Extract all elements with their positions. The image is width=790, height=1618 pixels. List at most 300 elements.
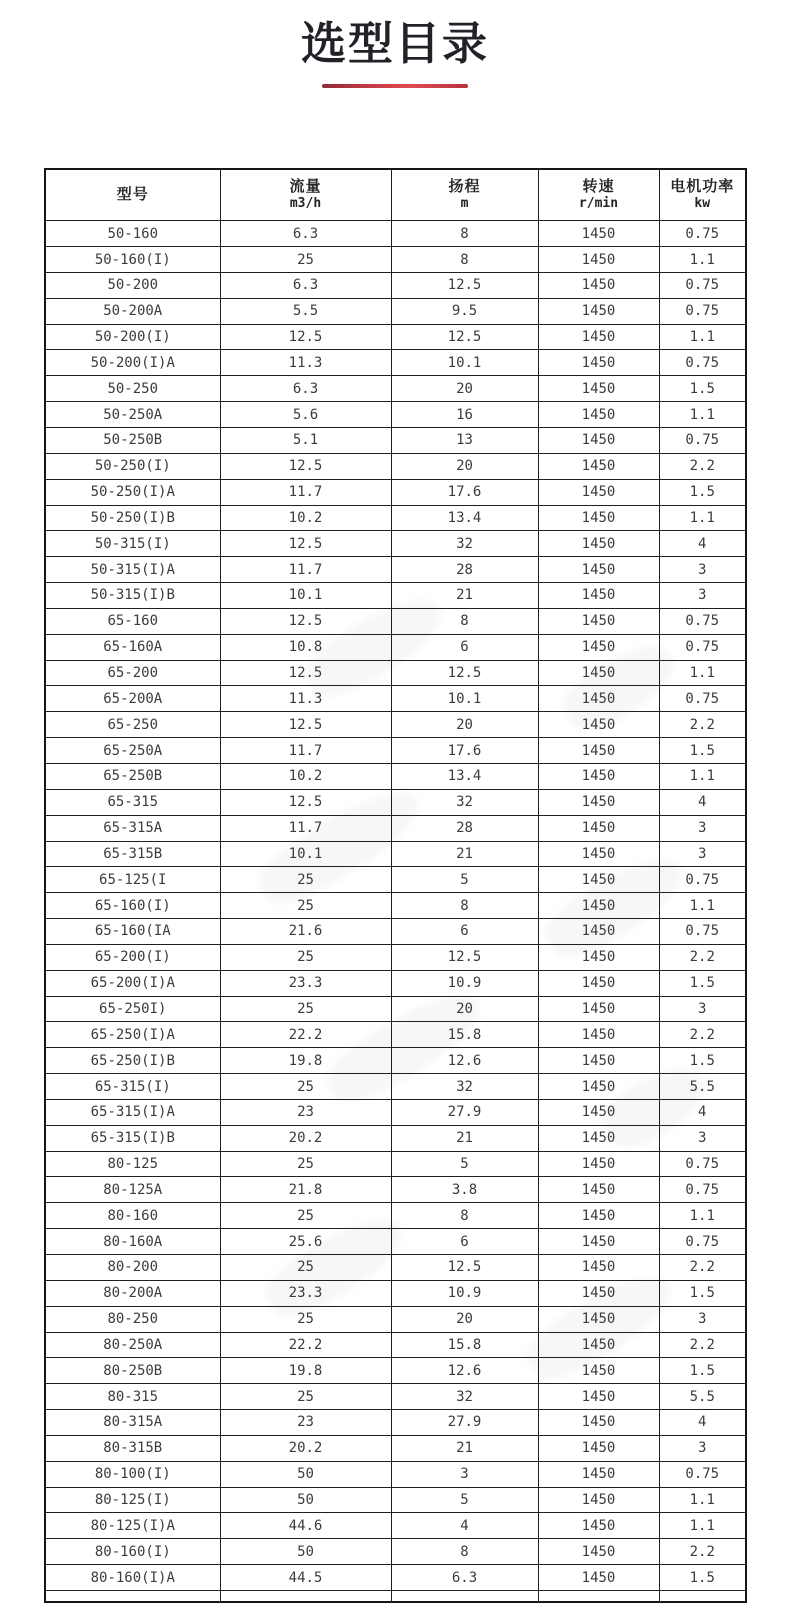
table-cell: 3 (659, 1435, 746, 1461)
table-cell: 28 (391, 557, 538, 583)
table-cell: 1450 (538, 1565, 659, 1591)
table-cell: 44.5 (220, 1565, 391, 1591)
table-cell: 50 (220, 1487, 391, 1513)
table-cell: 1450 (538, 1022, 659, 1048)
table-cell: 20 (391, 376, 538, 402)
table-cell: 23.3 (220, 1280, 391, 1306)
table-cell: 1450 (538, 1435, 659, 1461)
table-cell: 13 (391, 428, 538, 454)
col-header-label: 转速 (582, 178, 615, 195)
table-cell: 27.9 (391, 1410, 538, 1436)
table-cell: 1450 (538, 1099, 659, 1125)
table-cell: 1450 (538, 970, 659, 996)
table-cell: 1450 (538, 789, 659, 815)
table-cell: 5 (391, 1487, 538, 1513)
col-header-unit: r/min (578, 196, 619, 211)
table-row (45, 402, 746, 428)
table-cell: 0.75 (659, 298, 746, 324)
table-cell: 21.6 (220, 919, 391, 945)
table-cell: 80-100(I) (45, 1461, 220, 1487)
table-cell: 8 (391, 1539, 538, 1565)
table-cell: 1450 (538, 1048, 659, 1074)
table-cell: 50-250(I)A (45, 479, 220, 505)
table-cell: 0.75 (659, 1229, 746, 1255)
table-cell: 0.75 (659, 686, 746, 712)
table-cell: 1.1 (659, 1203, 746, 1229)
table-cell: 20 (391, 453, 538, 479)
table-cell: 6.3 (391, 1565, 538, 1591)
table-cell: 1450 (538, 1513, 659, 1539)
table-row (45, 1410, 746, 1436)
table-row (45, 1435, 746, 1461)
table-cell: 3 (659, 583, 746, 609)
table-cell: 1450 (538, 1177, 659, 1203)
table-cell: 1.5 (659, 970, 746, 996)
table-cell: 1450 (538, 247, 659, 273)
table-cell: 1450 (538, 298, 659, 324)
table-row (45, 738, 746, 764)
table-cell: 0.75 (659, 1151, 746, 1177)
table-cell: 20 (391, 996, 538, 1022)
table-cell: 21 (391, 583, 538, 609)
table-cell: 3 (659, 996, 746, 1022)
selection-table (44, 168, 747, 1604)
table-row (45, 1048, 746, 1074)
table-cell: 80-200A (45, 1280, 220, 1306)
table-cell: 50-250A (45, 402, 220, 428)
table-cell: 8 (391, 221, 538, 247)
table-cell: 1450 (538, 608, 659, 634)
table-cell: 3 (659, 1125, 746, 1151)
table-cell: 10.8 (220, 634, 391, 660)
table-cell: 21 (391, 1435, 538, 1461)
table-cell: 65-315(I) (45, 1074, 220, 1100)
table-cell: 1450 (538, 1332, 659, 1358)
table-row (45, 1539, 746, 1565)
table-cell: 1450 (538, 1410, 659, 1436)
table-row (45, 1565, 746, 1591)
table-cell: 80-160(I)A (45, 1565, 220, 1591)
table-cell: 80-315 (45, 1384, 220, 1410)
col-header-label: 扬程 (448, 178, 481, 195)
table-cell: 50-200(I)A (45, 350, 220, 376)
table-cell: 50-250(I) (45, 453, 220, 479)
table-cell: 4 (659, 789, 746, 815)
table-cell: 11.7 (220, 557, 391, 583)
table-cell: 10.9 (391, 1280, 538, 1306)
table-cell (538, 1590, 659, 1602)
table-row (45, 583, 746, 609)
table-cell: 20 (391, 712, 538, 738)
table-cell: 50-160(I) (45, 247, 220, 273)
table-cell: 65-160(IA (45, 919, 220, 945)
table-row (45, 660, 746, 686)
table-cell: 65-160(I) (45, 893, 220, 919)
table-cell: 1.5 (659, 738, 746, 764)
table-cell: 6 (391, 919, 538, 945)
table-cell: 1.1 (659, 893, 746, 919)
table-cell: 50-250B (45, 428, 220, 454)
page (0, 18, 790, 1618)
table-cell: 50-160 (45, 221, 220, 247)
table-cell: 50-200A (45, 298, 220, 324)
table-cell: 19.8 (220, 1048, 391, 1074)
table-cell: 1450 (538, 712, 659, 738)
table-row (45, 944, 746, 970)
table-cell: 28 (391, 815, 538, 841)
table-cell: 19.8 (220, 1358, 391, 1384)
table-row (45, 505, 746, 531)
table-cell: 50-200(I) (45, 324, 220, 350)
table-cell: 12.5 (220, 531, 391, 557)
col-header-label: 型号 (116, 186, 149, 203)
table-cell: 9.5 (391, 298, 538, 324)
table-cell: 25 (220, 893, 391, 919)
table-cell: 0.75 (659, 919, 746, 945)
table-cell: 1450 (538, 1306, 659, 1332)
table-cell: 80-125 (45, 1151, 220, 1177)
table-cell: 1450 (538, 919, 659, 945)
table-cell: 25 (220, 1255, 391, 1281)
table-cell: 1.1 (659, 1513, 746, 1539)
table-row (45, 1332, 746, 1358)
table-cell: 25.6 (220, 1229, 391, 1255)
table-cell: 50-200 (45, 272, 220, 298)
table-cell: 4 (659, 1410, 746, 1436)
table-row (45, 1229, 746, 1255)
table-cell: 50-315(I) (45, 531, 220, 557)
col-header-label: 电机功率 (670, 178, 735, 195)
table-cell: 6.3 (220, 376, 391, 402)
table-cell: 1450 (538, 1384, 659, 1410)
table-cell: 1450 (538, 324, 659, 350)
table-cell: 10.1 (220, 841, 391, 867)
table-cell: 0.75 (659, 867, 746, 893)
table-cell: 65-250A (45, 738, 220, 764)
table-cell: 10.9 (391, 970, 538, 996)
page-header (0, 18, 790, 88)
table-row (45, 634, 746, 660)
table-cell: 10.2 (220, 763, 391, 789)
table-cell: 2.2 (659, 1539, 746, 1565)
table-cell: 1450 (538, 1125, 659, 1151)
table-row (45, 1203, 746, 1229)
table-cell: 1.5 (659, 1048, 746, 1074)
table-cell: 80-160(I) (45, 1539, 220, 1565)
table-cell: 11.3 (220, 686, 391, 712)
table-row (45, 324, 746, 350)
table-cell: 8 (391, 1203, 538, 1229)
table-cell: 1450 (538, 634, 659, 660)
table-cell: 1450 (538, 841, 659, 867)
table-cell: 0.75 (659, 350, 746, 376)
col-header-unit: m3/h (289, 196, 322, 211)
table-cell: 50 (220, 1539, 391, 1565)
table-cell: 1450 (538, 763, 659, 789)
table-cell: 5.5 (659, 1074, 746, 1100)
table-row (45, 557, 746, 583)
table-cell: 12.5 (391, 660, 538, 686)
table-cell: 20.2 (220, 1125, 391, 1151)
table-cell: 17.6 (391, 479, 538, 505)
table-cell: 25 (220, 1384, 391, 1410)
table-cell: 6.3 (220, 221, 391, 247)
table-cell: 12.5 (220, 712, 391, 738)
table-cell: 3 (659, 815, 746, 841)
table-cell: 25 (220, 1074, 391, 1100)
table-cell: 0.75 (659, 428, 746, 454)
table-cell: 2.2 (659, 944, 746, 970)
table-cell: 16 (391, 402, 538, 428)
table-cell: 1.1 (659, 247, 746, 273)
table-cell: 10.2 (220, 505, 391, 531)
title-underline (322, 84, 468, 88)
table-cell: 65-200(I)A (45, 970, 220, 996)
table-row (45, 1461, 746, 1487)
table-row (45, 479, 746, 505)
table-row (45, 970, 746, 996)
table-cell: 1450 (538, 402, 659, 428)
table-cell: 1450 (538, 531, 659, 557)
table-cell: 20.2 (220, 1435, 391, 1461)
table-cell: 1.1 (659, 324, 746, 350)
table-cell: 0.75 (659, 608, 746, 634)
col-header-speed (538, 169, 659, 221)
table-cell: 21 (391, 1125, 538, 1151)
table-cell: 0.75 (659, 272, 746, 298)
table-cell: 0.75 (659, 634, 746, 660)
table-cell: 3 (391, 1461, 538, 1487)
table-cell: 80-125(I) (45, 1487, 220, 1513)
table-row (45, 815, 746, 841)
table-cell: 11.7 (220, 815, 391, 841)
table-cell: 12.5 (220, 453, 391, 479)
table-cell: 1.1 (659, 660, 746, 686)
table-cell: 1450 (538, 453, 659, 479)
table-cell: 25 (220, 996, 391, 1022)
table-cell: 1450 (538, 686, 659, 712)
table-row (45, 712, 746, 738)
table-cell: 32 (391, 789, 538, 815)
table-cell: 80-200 (45, 1255, 220, 1281)
col-header-model (45, 169, 220, 221)
table-cell: 1.5 (659, 1565, 746, 1591)
table-cell: 23.3 (220, 970, 391, 996)
table-cell: 1.5 (659, 479, 746, 505)
table-cell: 65-315(I)A (45, 1099, 220, 1125)
table-cell: 1.1 (659, 1487, 746, 1513)
table-row (45, 1177, 746, 1203)
table-cell: 3.8 (391, 1177, 538, 1203)
col-header-head (391, 169, 538, 221)
table-cell: 1450 (538, 272, 659, 298)
table-row (45, 1125, 746, 1151)
table-row (45, 1280, 746, 1306)
table-cell: 12.5 (391, 944, 538, 970)
table-cell: 0.75 (659, 221, 746, 247)
table-cell: 1450 (538, 479, 659, 505)
table-cell: 1450 (538, 893, 659, 919)
table-row (45, 350, 746, 376)
table-cell: 11.7 (220, 479, 391, 505)
table-cell: 50-315(I)A (45, 557, 220, 583)
table-cell: 1450 (538, 505, 659, 531)
table-cell: 65-200(I) (45, 944, 220, 970)
table-cell: 12.5 (220, 324, 391, 350)
table-row (45, 893, 746, 919)
table-cell: 3 (659, 1306, 746, 1332)
table-cell: 2.2 (659, 1332, 746, 1358)
table-cell: 50-250 (45, 376, 220, 402)
table-cell: 5.6 (220, 402, 391, 428)
table-row (45, 789, 746, 815)
table-cell: 6 (391, 1229, 538, 1255)
table-cell: 1450 (538, 867, 659, 893)
table-cell: 80-160A (45, 1229, 220, 1255)
table-cell: 1.1 (659, 505, 746, 531)
table-cell: 22.2 (220, 1332, 391, 1358)
col-header-unit: kw (694, 196, 711, 211)
table-cell: 4 (659, 531, 746, 557)
table-row (45, 1384, 746, 1410)
table-cell: 6 (391, 634, 538, 660)
table-cell: 65-315 (45, 789, 220, 815)
table-cell: 80-315A (45, 1410, 220, 1436)
table-cell: 65-125(I (45, 867, 220, 893)
table-row (45, 763, 746, 789)
table-cell: 12.5 (220, 660, 391, 686)
page-title: 选型目录 (300, 18, 489, 69)
table-cell: 32 (391, 1384, 538, 1410)
table-cell: 1450 (538, 815, 659, 841)
table-cell: 5.1 (220, 428, 391, 454)
table-cell: 21 (391, 841, 538, 867)
table-row (45, 1074, 746, 1100)
table-row (45, 1513, 746, 1539)
table-row (45, 996, 746, 1022)
table-cell: 44.6 (220, 1513, 391, 1539)
table-cell: 50-250(I)B (45, 505, 220, 531)
table-row (45, 841, 746, 867)
table-cell: 5 (391, 867, 538, 893)
table-cell: 1450 (538, 1203, 659, 1229)
table-cell: 1450 (538, 1358, 659, 1384)
table-partial-body (45, 1590, 746, 1602)
table-cell: 12.5 (391, 324, 538, 350)
table-row (45, 1022, 746, 1048)
table-row (45, 1487, 746, 1513)
table-cell: 8 (391, 247, 538, 273)
col-header-flow (220, 169, 391, 221)
col-header-label: 流量 (289, 178, 322, 195)
table-cell: 65-315(I)B (45, 1125, 220, 1151)
table-cell (659, 1590, 746, 1602)
table-cell: 65-250(I)A (45, 1022, 220, 1048)
table-row (45, 1255, 746, 1281)
table-cell: 1450 (538, 1487, 659, 1513)
table-cell: 1450 (538, 1280, 659, 1306)
table-cell: 8 (391, 893, 538, 919)
table-cell: 80-125A (45, 1177, 220, 1203)
table-row (45, 1099, 746, 1125)
table-row (45, 608, 746, 634)
table-cell: 10.1 (391, 686, 538, 712)
table-row (45, 298, 746, 324)
table-cell: 65-200 (45, 660, 220, 686)
table-cell: 13.4 (391, 763, 538, 789)
table-cell (220, 1590, 391, 1602)
table-cell: 1450 (538, 1461, 659, 1487)
table-cell: 12.5 (220, 789, 391, 815)
table-cell: 23 (220, 1410, 391, 1436)
table-cell: 23 (220, 1099, 391, 1125)
table-cell (45, 1590, 220, 1602)
table-row (45, 1151, 746, 1177)
table-cell: 15.8 (391, 1332, 538, 1358)
table-cell: 11.7 (220, 738, 391, 764)
table-cell: 80-125(I)A (45, 1513, 220, 1539)
table-cell: 15.8 (391, 1022, 538, 1048)
table-cell: 1450 (538, 557, 659, 583)
table-cell: 8 (391, 608, 538, 634)
table-cell: 17.6 (391, 738, 538, 764)
table-cell: 11.3 (220, 350, 391, 376)
table-cell: 1450 (538, 1074, 659, 1100)
table-cell: 65-315B (45, 841, 220, 867)
table-cell: 2.2 (659, 1022, 746, 1048)
table-row (45, 221, 746, 247)
table-cell: 1450 (538, 1255, 659, 1281)
table-row (45, 531, 746, 557)
table-cell: 25 (220, 247, 391, 273)
table-cell: 1.1 (659, 763, 746, 789)
table-cell: 50 (220, 1461, 391, 1487)
table-cell: 1450 (538, 376, 659, 402)
table-cell: 5 (391, 1151, 538, 1177)
table-cell: 1.1 (659, 402, 746, 428)
col-header-power (659, 169, 746, 221)
table-cell: 1450 (538, 1539, 659, 1565)
table-cell: 65-315A (45, 815, 220, 841)
table-cell: 5.5 (659, 1384, 746, 1410)
table-cell: 65-160A (45, 634, 220, 660)
table-cell: 65-250I) (45, 996, 220, 1022)
table-cell: 1450 (538, 583, 659, 609)
table-cell: 2.2 (659, 453, 746, 479)
table-cell: 25 (220, 1306, 391, 1332)
table-cell: 1450 (538, 944, 659, 970)
table-cell: 22.2 (220, 1022, 391, 1048)
table-cell: 13.4 (391, 505, 538, 531)
table-cell: 65-200A (45, 686, 220, 712)
table-cell: 4 (659, 1099, 746, 1125)
table-cell: 1450 (538, 428, 659, 454)
table-cell: 65-250B (45, 763, 220, 789)
table-header (45, 169, 746, 221)
table-cell: 12.6 (391, 1358, 538, 1384)
table-cell: 5.5 (220, 298, 391, 324)
table-cell: 6.3 (220, 272, 391, 298)
table-cell: 80-250 (45, 1306, 220, 1332)
table-cell: 27.9 (391, 1099, 538, 1125)
table-cell: 2.2 (659, 712, 746, 738)
table-cell: 1.5 (659, 1280, 746, 1306)
table-cell: 80-250A (45, 1332, 220, 1358)
table-row (45, 376, 746, 402)
table-row (45, 272, 746, 298)
table-cell: 80-160 (45, 1203, 220, 1229)
table-cell: 65-250(I)B (45, 1048, 220, 1074)
